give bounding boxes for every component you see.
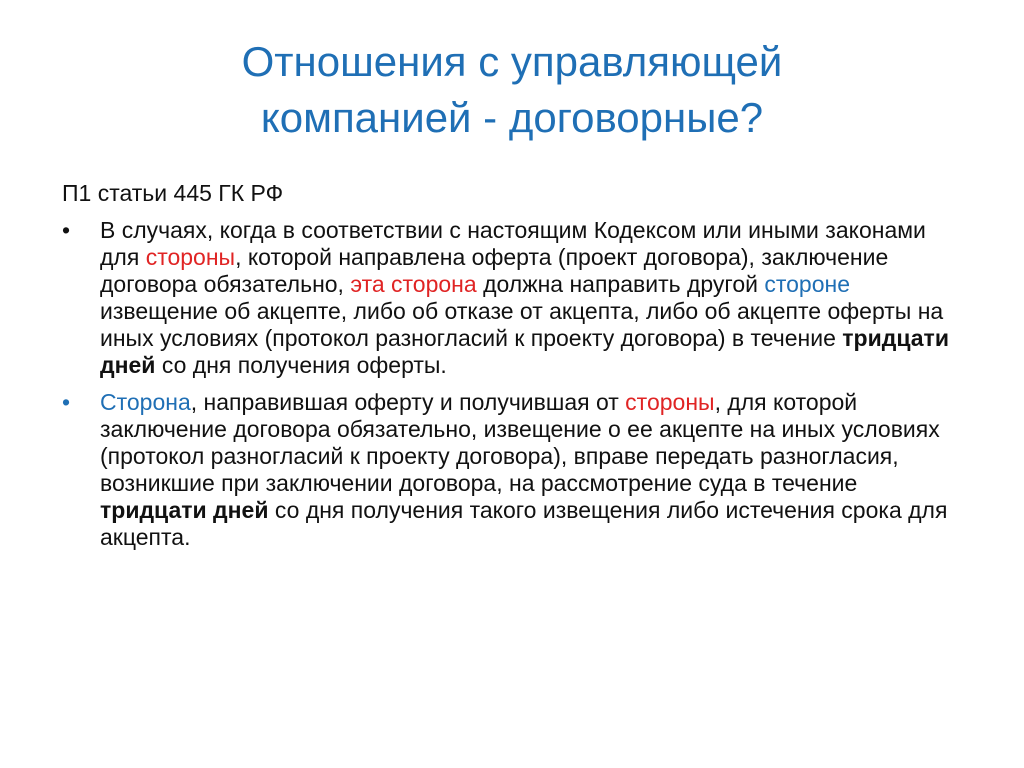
text-segment: со дня получения оферты. — [155, 352, 447, 378]
text-segment: В случаях, когда в соответствии с настоящим Кодексом или иными законами для — [100, 217, 926, 270]
bullet-text-2 — [100, 389, 947, 550]
text-segment: извещение об акцепте, либо об отказе от акцепта, либо об акцепте оферты на иных условиях (протокол разногласий к проекту договора) в течение — [100, 298, 944, 351]
text-segment: со дня получения такого извещения либо истечения срока для акцепта. — [100, 497, 948, 550]
highlight-party-red: стороны — [625, 389, 715, 415]
slide-title-line-1: Отношения с управляющей — [241, 38, 783, 85]
highlight-party-red: эта сторона — [350, 271, 477, 297]
highlight-party-blue: стороне — [764, 271, 851, 297]
highlight-party-red: стороны — [145, 244, 236, 270]
highlight-term-bold: тридцати дней — [100, 325, 949, 378]
bullet-list — [62, 217, 962, 551]
text-segment: , направившая оферту и получившая от — [190, 389, 626, 415]
bullet-marker-2: • — [62, 389, 71, 415]
slide-title-line-2: компанией - договорные? — [260, 94, 764, 141]
bullet-item-2 — [62, 389, 962, 551]
bullet-item-1 — [62, 217, 962, 379]
slide-title — [120, 34, 904, 146]
article-reference: П1 статьи 445 ГК РФ — [62, 180, 284, 206]
text-segment: должна направить другой — [476, 271, 765, 297]
bullet-text-1 — [100, 217, 949, 378]
text-segment: , для которой заключение договора обязательно, извещение о ее акцепте на иных условиях (протокол разногласий к проекту договора), вправе передать разногласия, возникшие при заключении договора, на рассмотрение суда в течение — [100, 389, 940, 496]
highlight-term-bold: тридцати дней — [100, 497, 269, 523]
bullet-marker-1: • — [62, 217, 71, 243]
highlight-party-blue: Сторона — [100, 389, 191, 415]
text-segment: , которой направлена оферта (проект договора), заключение договора обязательно, — [100, 244, 889, 297]
slide-content — [62, 180, 962, 561]
